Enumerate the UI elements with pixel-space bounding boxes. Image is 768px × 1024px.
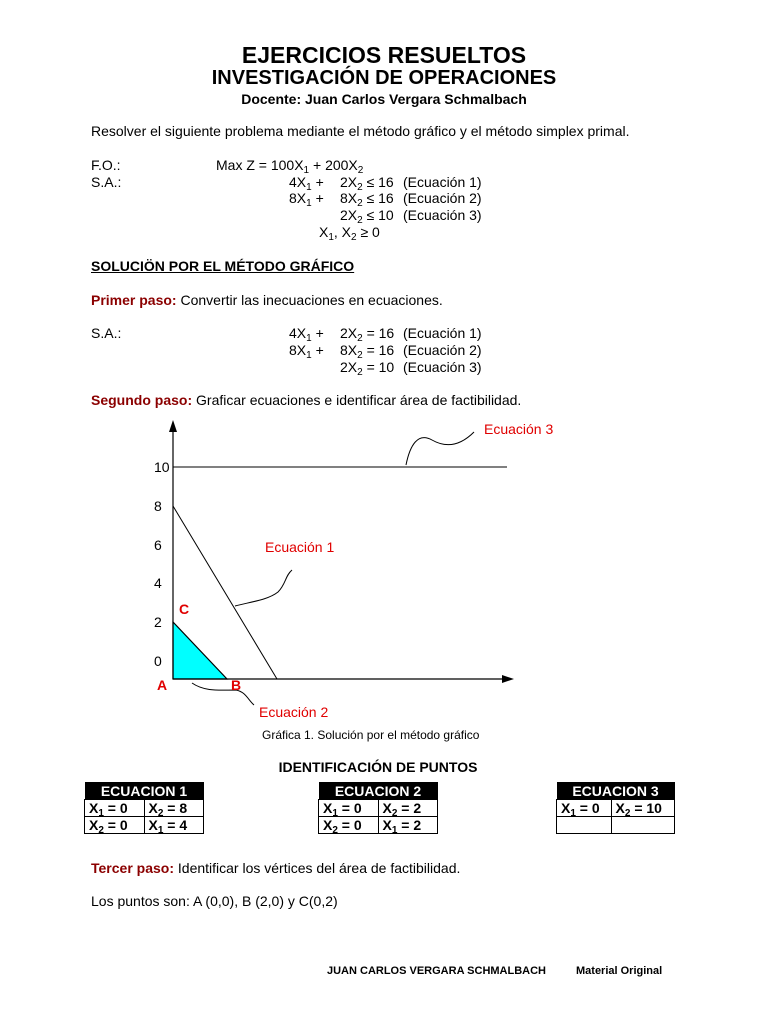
fo-label: F.O.: [91, 157, 121, 173]
table-cell: $X_2 = 10$ [611, 800, 674, 817]
x-axis-arrow [502, 675, 514, 683]
section-graphic-method: SOLUCIÖN POR EL MÉTODO GRÁFICO [91, 258, 355, 274]
table-equation-3 [556, 782, 675, 834]
document-subtitle: INVESTIGACIÓN DE OPERACIONES [211, 67, 557, 89]
equation-1-lhs: $4X_1$ + [289, 325, 324, 344]
equation-2-rhs: $8X_2 = 16$ [340, 342, 395, 361]
points-title: IDENTIFICACIÓN DE PUNTOS [278, 759, 478, 775]
table-cell: $X_2 = 0$ [85, 817, 145, 834]
y-tick-2: 2 [154, 614, 162, 630]
teacher-line: Docente: Juan Carlos Vergara Schmalbach [241, 91, 527, 107]
table-equation-1 [84, 782, 204, 834]
document-title: EJERCICIOS RESUELTOS [241, 42, 527, 68]
constraint-2-rhs: $8X_2 \le 16$ [340, 190, 394, 209]
step1-sa-label: S.A.: [91, 325, 122, 341]
constraint-3-rhs: $2X_2 \le 10$ [340, 207, 394, 226]
table-cell: $X_1 = 2$ [378, 817, 438, 834]
table-cell: $X_1 = 0$ [319, 800, 379, 817]
equation-2-label: (Ecuación 2) [403, 342, 482, 358]
table-cell: $X_2 = 2$ [378, 800, 438, 817]
constraint-1-rhs: $2X_2 \le 16$ [340, 174, 394, 193]
constraint-1-label: (Ecuación 1) [403, 174, 482, 190]
equation-1-rhs: $2X_2 = 16$ [340, 325, 395, 344]
footer-material: Material Original [576, 965, 663, 977]
table-row [319, 817, 438, 834]
objective-function: Max $Z = 100X_1 + 200X_2$ [216, 157, 364, 176]
equation-1-label: (Ecuación 1) [403, 325, 482, 341]
y-tick-10: 10 [154, 459, 170, 475]
equation-3-label: (Ecuación 3) [403, 359, 482, 375]
table-header: ECUACION 3 [557, 782, 675, 800]
equation-2-callout [192, 683, 254, 705]
point-c-label: C [179, 601, 190, 617]
constraint-2-lhs: $8X_1$ + [289, 190, 324, 209]
equation-3-callout [406, 432, 474, 465]
table-row [85, 800, 204, 817]
equation-1-graph-label: Ecuación 1 [265, 539, 335, 555]
y-tick-0: 0 [154, 653, 162, 669]
step-1: Primer paso: Convertir las inecuaciones en ecuaciones. [91, 292, 443, 308]
equation-2-lhs: $8X_1$ + [289, 342, 324, 361]
footer-author: JUAN CARLOS VERGARA SCHMALBACH [327, 965, 546, 977]
vertices-text: Los puntos son: A (0,0), B (2,0) y C(0,2) [91, 893, 338, 909]
y-tick-6: 6 [154, 537, 162, 553]
constraint-2-label: (Ecuación 2) [403, 190, 482, 206]
y-tick-8: 8 [154, 498, 162, 514]
equation-1-callout [235, 570, 292, 606]
constraint-3-label: (Ecuación 3) [403, 207, 482, 223]
point-b-label: B [231, 677, 242, 693]
table-row [557, 817, 675, 834]
intro-text: Resolver el siguiente problema mediante el método gráfico y el método simplex primal. [91, 123, 630, 139]
equation-2-graph-label: Ecuación 2 [259, 704, 329, 720]
table-equation-2 [318, 782, 438, 834]
sa-label: S.A.: [91, 174, 122, 190]
graph-caption: Gráfica 1. Solución por el método gráfico [262, 728, 480, 742]
feasible-region [173, 622, 227, 679]
step-3: Tercer paso: Identificar los vértices del área de factibilidad. [91, 860, 461, 876]
step-2: Segundo paso: Graficar ecuaciones e identificar área de factibilidad. [91, 392, 522, 408]
table-cell: $X_1 = 0$ [557, 800, 612, 817]
table-header: ECUACION 2 [319, 782, 438, 800]
table-row [85, 817, 204, 834]
y-tick-4: 4 [154, 575, 162, 591]
constraint-1-lhs: $4X_1$ + [289, 174, 324, 193]
table-cell: $X_1 = 0$ [85, 800, 145, 817]
table-row [319, 800, 438, 817]
table-row [557, 800, 675, 817]
table-header: ECUACION 1 [85, 782, 204, 800]
table-cell: $X_2 = 0$ [319, 817, 379, 834]
nonnegativity: $X_1$, $X_2 \ge 0$ [319, 224, 380, 243]
table-cell: $X_2 = 8$ [144, 800, 204, 817]
point-a-label: A [157, 677, 168, 693]
table-cell: $X_1 = 4$ [144, 817, 204, 834]
equation-3-rhs: $2X_2 = 10$ [340, 359, 395, 378]
table-cell [557, 817, 612, 834]
y-axis-arrow [169, 420, 177, 432]
table-cell [611, 817, 674, 834]
equation-3-graph-label: Ecuación 3 [484, 421, 554, 437]
